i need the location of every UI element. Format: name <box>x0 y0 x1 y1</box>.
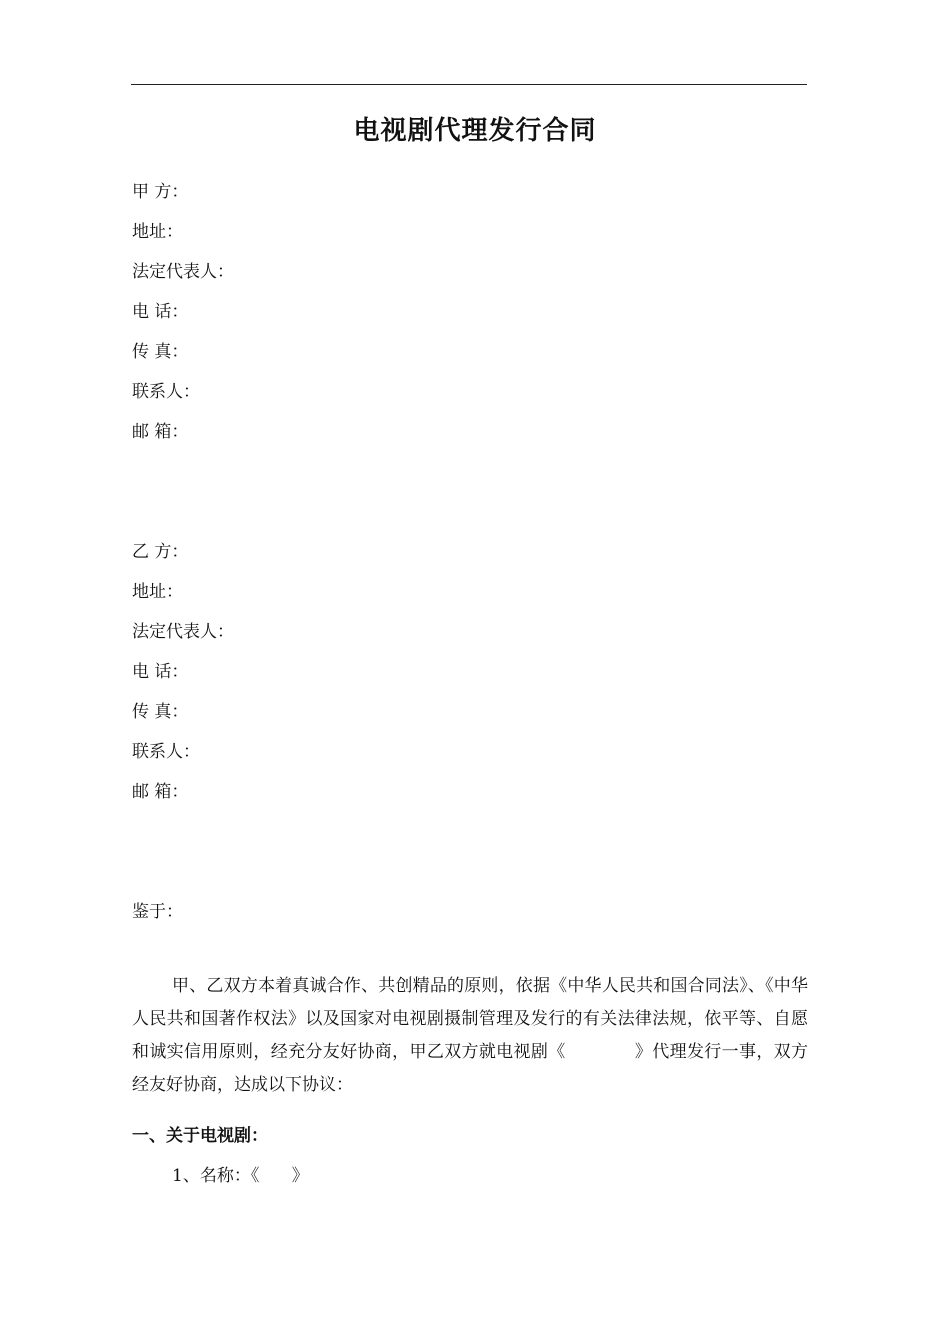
party-b-email-label: 邮 箱： <box>132 782 189 802</box>
party-a-fax-label: 传 真： <box>132 342 189 362</box>
party-a-legal-rep-label: 法定代表人： <box>132 262 234 282</box>
party-a-name-label: 甲 方： <box>132 182 189 202</box>
party-b-phone-label: 电 话： <box>132 662 189 682</box>
document-title: 电视剧代理发行合同 <box>353 116 597 146</box>
party-b-name-label: 乙 方： <box>132 542 189 562</box>
preamble-paragraph <box>132 970 808 1102</box>
party-b-address-label: 地址： <box>132 582 183 602</box>
party-b-legal-rep-label: 法定代表人： <box>132 622 234 642</box>
party-b-fax-label: 传 真： <box>132 702 189 722</box>
item-1-name: 1、名称：《 》 <box>172 1166 309 1186</box>
preamble-text: 甲、乙双方本着真诚合作、共创精品的原则，依据《中华人民共和国合同法》、《中华人民共和国著作权法》以及国家对电视剧摄制管理及发行的有关法律法规，依平等、自愿和诚实信用原则，经充分友好协商，甲乙双方就电视剧《 》代理发行一事，双方经友好协商，达成以下协议： <box>132 976 808 1095</box>
party-a-address-label: 地址： <box>132 222 183 242</box>
whereas-label: 鉴于： <box>132 902 183 922</box>
header-rule <box>131 84 807 85</box>
party-a-email-label: 邮 箱： <box>132 422 189 442</box>
section-1-heading: 一、关于电视剧： <box>132 1126 268 1146</box>
party-a-contact-label: 联系人： <box>132 382 200 402</box>
party-a-phone-label: 电 话： <box>132 302 189 322</box>
party-b-contact-label: 联系人： <box>132 742 200 762</box>
